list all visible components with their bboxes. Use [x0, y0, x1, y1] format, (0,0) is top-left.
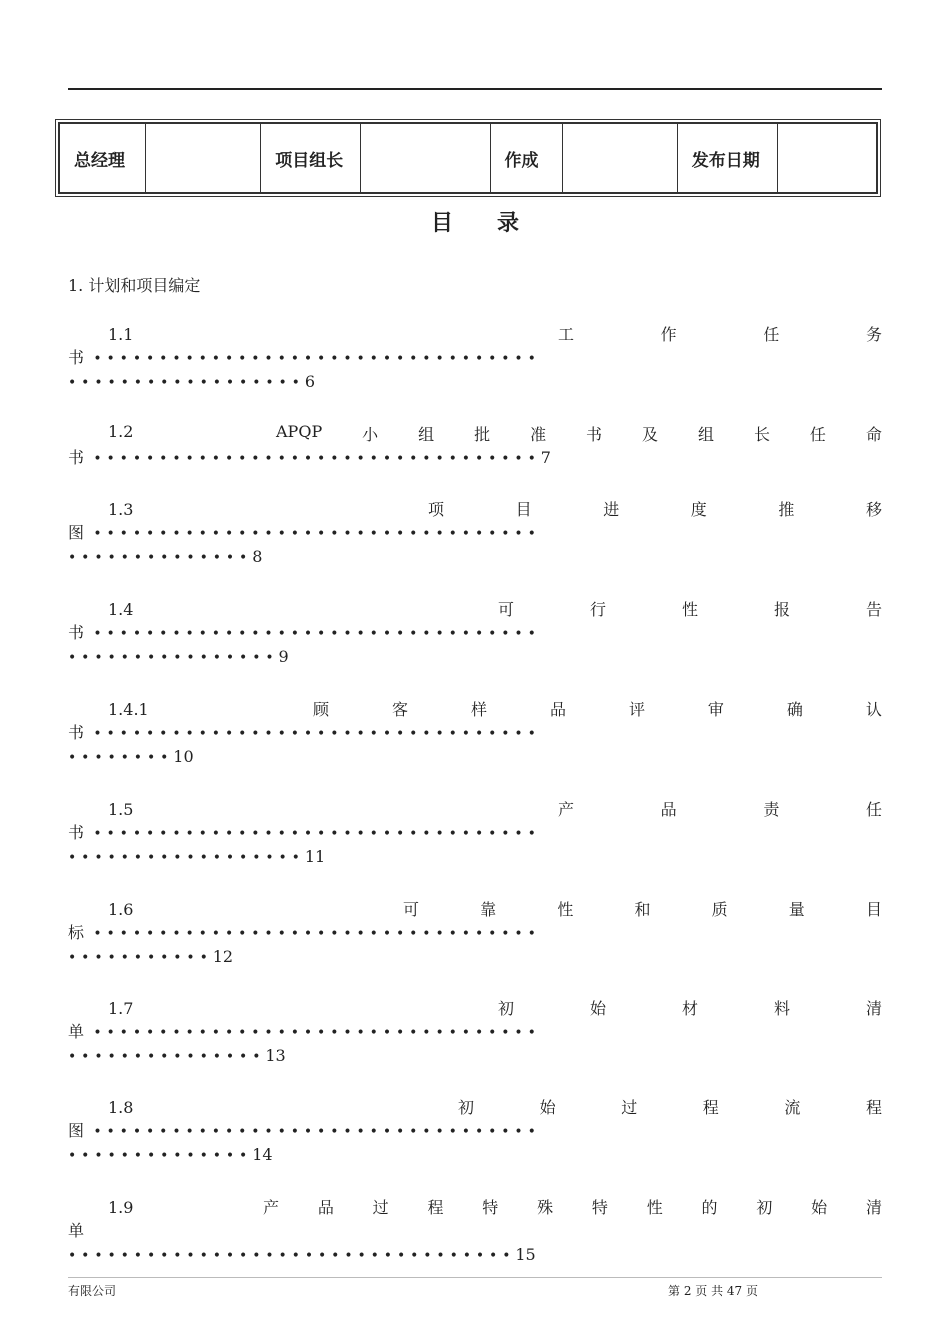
- approval-table: [58, 122, 878, 194]
- toc-entry-title-word: 告: [865, 600, 882, 619]
- toc-entry-title-word: 责: [763, 800, 780, 819]
- toc-entry-page: 11: [304, 847, 326, 866]
- general-manager-sign: [146, 124, 261, 193]
- toc-entry-title-word: 品: [317, 1198, 334, 1217]
- toc-entry-title-word: 过: [372, 1198, 389, 1217]
- toc-entry-title-tail: 单: [68, 1221, 85, 1240]
- toc-entry-title-word: 任: [865, 800, 882, 819]
- toc-title: 目录: [430, 211, 563, 236]
- toc-leader-dots: ••••••••••••••••: [68, 650, 279, 666]
- toc-entry-title-word: 始: [589, 999, 606, 1018]
- toc-entry-title-word: 产: [263, 1198, 280, 1217]
- toc-entry[interactable]: [68, 597, 882, 669]
- toc-entry-title-word: 推: [778, 500, 795, 519]
- toc-entry-title-word: 的: [701, 1198, 718, 1217]
- toc-entry-title-word: 程: [865, 1098, 882, 1117]
- toc-entry-title-word: 客: [391, 700, 408, 719]
- toc-entry-number: 1.9: [108, 1198, 134, 1217]
- toc-leader-dots: ••••••••••••••••••••••••••••••••••: [84, 1025, 541, 1041]
- toc-entry-page: 14: [252, 1145, 273, 1164]
- toc-entry-title-word: 确: [786, 700, 803, 719]
- toc-entry-page: 13: [265, 1046, 286, 1065]
- toc-entry-title-word: 任: [763, 325, 780, 344]
- toc-leader-dots: ••••••••••••••••••••••••••••••••••: [84, 451, 541, 467]
- toc-entry-title-word: APQP: [276, 422, 323, 441]
- toc-entry-title-word: 可: [498, 600, 515, 619]
- toc-entry-title-tail: 图: [68, 523, 85, 542]
- toc-entry-title-word: 产: [558, 800, 575, 819]
- toc-entry[interactable]: [68, 797, 882, 869]
- toc-entry-title-word: 可: [403, 900, 420, 919]
- author-sign: [562, 124, 677, 193]
- toc-entry-title-word: 及: [642, 425, 659, 444]
- toc-entry-title-tail: 标: [68, 923, 85, 942]
- toc-entry[interactable]: [68, 497, 882, 569]
- toc-entry-title-word: 务: [865, 325, 882, 344]
- toc-leader-dots: •••••••••••••••: [68, 1049, 266, 1065]
- footer-company: 有限公司: [68, 1284, 117, 1298]
- toc-entry-title-word: 目: [865, 900, 882, 919]
- toc-entry-title-word: 报: [773, 600, 790, 619]
- toc-entry-title-word: 准: [530, 425, 547, 444]
- toc-entry-title-word: 顾: [313, 700, 330, 719]
- toc-entry-title-word: 清: [865, 999, 882, 1018]
- toc-entry-title-word: 特: [591, 1198, 608, 1217]
- toc-entry-title-word: 移: [865, 500, 882, 519]
- release-date-value: [777, 124, 876, 193]
- project-leader-sign: [361, 124, 490, 193]
- toc-entry-title-word: 认: [865, 700, 882, 719]
- header-rule: [68, 88, 882, 90]
- toc-entry-title-word: 质: [711, 900, 728, 919]
- toc-entry-title-word: 程: [427, 1198, 444, 1217]
- toc-entry-number: 1.5: [108, 800, 134, 819]
- toc-entry[interactable]: [68, 996, 882, 1068]
- toc-entry-title-word: 特: [482, 1198, 499, 1217]
- toc-entry-page: 15: [515, 1245, 536, 1264]
- toc-entry-title-word: 组: [418, 425, 435, 444]
- toc-entry-number: 1.2: [108, 422, 134, 441]
- toc-entry-title-word: 评: [628, 700, 645, 719]
- toc-entry-title-word: 批: [474, 425, 491, 444]
- toc-leader-dots: ••••••••••••••••••••••••••••••••••: [84, 351, 541, 367]
- toc-entry-number: 1.4.1: [108, 700, 149, 719]
- project-leader-label: 项目组长: [261, 124, 361, 193]
- toc-entry-title-tail: 书: [68, 623, 85, 642]
- toc-entry-number: 1.1: [108, 325, 134, 344]
- toc-entry-title-word: 项: [428, 500, 445, 519]
- toc-leader-dots: ••••••••••••••••••••••••••••••••••: [84, 726, 541, 742]
- toc-entry-title-word: 品: [660, 800, 677, 819]
- toc-leader-dots: ••••••••••••••••••••••••••••••••••: [84, 526, 541, 542]
- toc-leader-dots: ••••••••••••••: [68, 1148, 253, 1164]
- toc-entry-title-word: 始: [811, 1198, 828, 1217]
- toc-entry-title-word: 初: [756, 1198, 773, 1217]
- toc-entry-title-word: 度: [690, 500, 707, 519]
- toc-leader-dots: •••••••••••: [68, 950, 213, 966]
- toc-entry-title-word: 书: [586, 425, 603, 444]
- toc-entry[interactable]: [68, 1095, 882, 1167]
- toc-entry-title-word: 长: [753, 425, 770, 444]
- toc-section: 1. 计划和项目编定: [68, 276, 201, 295]
- toc-entry[interactable]: [68, 1195, 882, 1267]
- toc-leader-dots: ••••••••••••••••••: [68, 850, 305, 866]
- toc-entry-title-word: 性: [681, 600, 698, 619]
- toc-entry-title-tail: 书: [68, 823, 85, 842]
- toc-leader-dots: ••••••••: [68, 750, 174, 766]
- toc-entry-title-word: 料: [773, 999, 790, 1018]
- toc-entry[interactable]: [68, 422, 882, 470]
- toc-entry-number: 1.7: [108, 999, 134, 1018]
- toc-leader-dots: ••••••••••••••••••••••••••••••••••: [68, 1248, 516, 1264]
- toc-entry-title-word: 小: [362, 425, 379, 444]
- toc-entry-title-word: 品: [549, 700, 566, 719]
- general-manager-label: 总经理: [60, 124, 146, 193]
- toc-entry-page: 12: [212, 947, 234, 966]
- toc-entry-title-tail: 图: [68, 1121, 85, 1140]
- toc-entry-title-word: 命: [865, 425, 882, 444]
- toc-entry-title-word: 组: [697, 425, 714, 444]
- toc-entry-page: 7: [540, 448, 551, 467]
- author-label: 作成: [490, 124, 562, 193]
- toc-entry-title-word: 性: [646, 1198, 663, 1217]
- release-date-label: 发布日期: [677, 124, 777, 193]
- toc-entry-number: 1.3: [108, 500, 134, 519]
- toc-entry-number: 1.6: [108, 900, 134, 919]
- toc-entry-title-word: 作: [660, 325, 677, 344]
- toc-entry-title-word: 进: [603, 500, 620, 519]
- toc-entry-title-word: 样: [470, 700, 487, 719]
- toc-entry-title-word: 行: [589, 600, 606, 619]
- footer-rule: [68, 1277, 882, 1278]
- toc-leader-dots: ••••••••••••••: [68, 550, 253, 566]
- toc-entry-page: 9: [278, 647, 289, 666]
- toc-entry[interactable]: [68, 322, 882, 394]
- toc-leader-dots: ••••••••••••••••••••••••••••••••••: [84, 926, 541, 942]
- toc-entry-title-word: 目: [515, 500, 532, 519]
- toc-entry-title-tail: 书: [68, 348, 85, 367]
- toc-entry-title-word: 程: [702, 1098, 719, 1117]
- toc-entry-title-word: 清: [865, 1198, 882, 1217]
- toc-entry-title-word: 初: [458, 1098, 475, 1117]
- toc-entry-page: 6: [304, 372, 316, 391]
- toc-entry-title-word: 工: [558, 325, 575, 344]
- toc-entry-title-word: 任: [809, 425, 826, 444]
- toc-entry-title-word: 初: [498, 999, 515, 1018]
- toc-entry-title-word: 靠: [480, 900, 497, 919]
- footer-page-info: 第 2 页 共 47 页: [668, 1284, 758, 1298]
- toc-entry-number: 1.8: [108, 1098, 134, 1117]
- toc-entry[interactable]: [68, 897, 882, 969]
- toc-leader-dots: ••••••••••••••••••••••••••••••••••: [84, 626, 541, 642]
- toc-entry-number: 1.4: [108, 600, 134, 619]
- toc-entry-title-word: 过: [621, 1098, 638, 1117]
- toc-entry-title-tail: 书: [68, 448, 85, 467]
- toc-entry-title-word: 流: [784, 1098, 801, 1117]
- toc-entry-page: 10: [173, 747, 194, 766]
- toc-leader-dots: ••••••••••••••••••••••••••••••••••: [84, 826, 541, 842]
- toc-entry-title-word: 材: [681, 999, 698, 1018]
- toc-leader-dots: ••••••••••••••••••: [68, 375, 305, 391]
- toc-entry-title-word: 殊: [537, 1198, 554, 1217]
- toc-entry-title-word: 审: [707, 700, 724, 719]
- toc-entry-title-tail: 书: [68, 723, 85, 742]
- toc-leader-dots: ••••••••••••••••••••••••••••••••••: [84, 1124, 541, 1140]
- toc-entry-page: 8: [252, 547, 263, 566]
- toc-entry-title-tail: 单: [68, 1022, 85, 1041]
- toc-entry-title-word: 始: [539, 1098, 556, 1117]
- toc-entry-title-word: 量: [788, 900, 805, 919]
- toc-entry[interactable]: [68, 697, 882, 769]
- toc-entry-title-word: 性: [557, 900, 574, 919]
- toc-entry-title-word: 和: [634, 900, 651, 919]
